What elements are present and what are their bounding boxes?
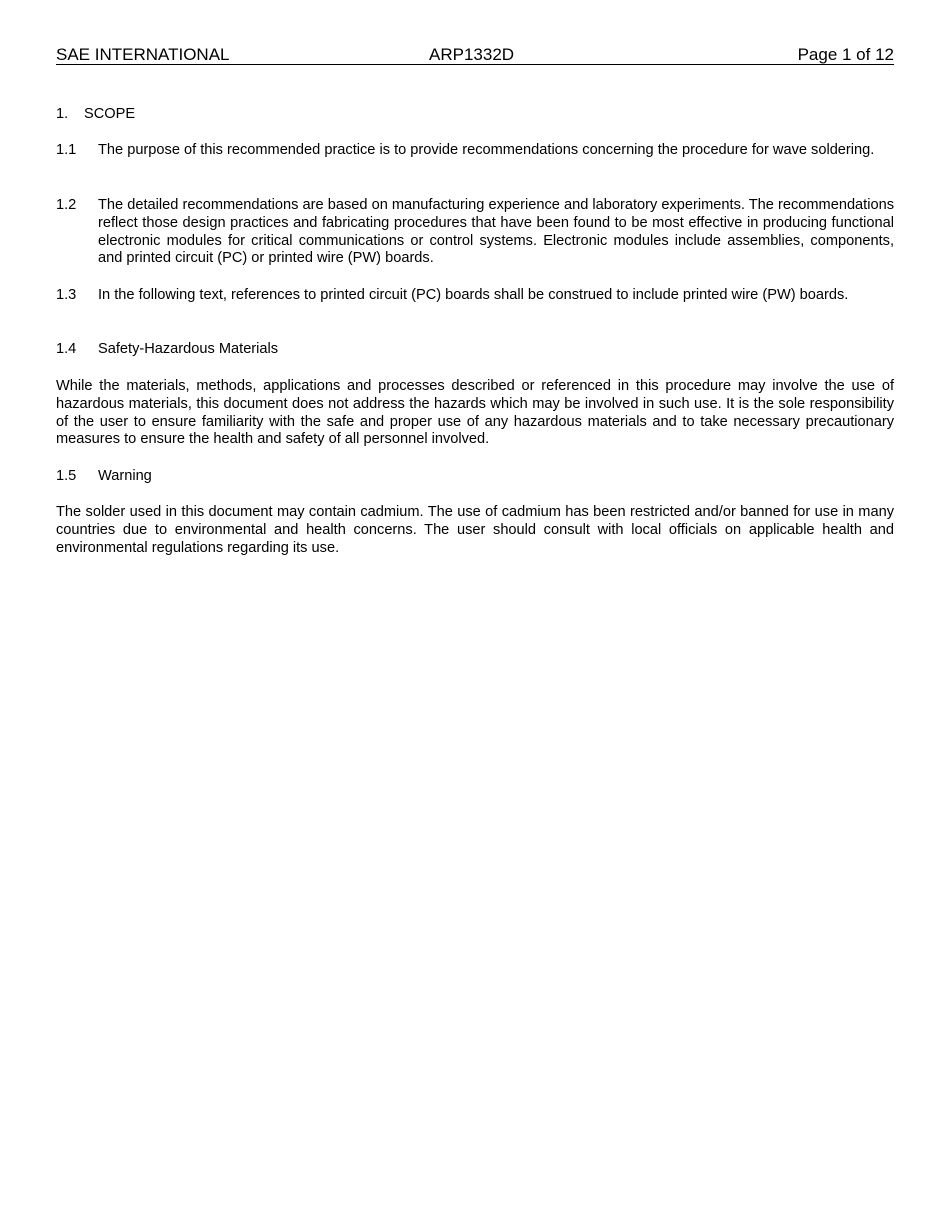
item-1-5 (56, 468, 894, 486)
item-text: In the following text, references to printed circuit (PC) boards shall be construed to include printed wire (PW) boards. (98, 287, 849, 303)
item-heading: Safety-Hazardous Materials (98, 341, 279, 357)
item-text: The detailed recommendations are based on manufacturing experience and laboratory experiments. The recommendations reflect those design practices and fabricating procedures that have been found to be most effective in producing functional electronic modules for critical communications or control systems. Electronic modules include assemblies, components, and printed circuit (PC) or printed wire (PW) boards. (98, 197, 894, 267)
warning-paragraph: The solder used in this document may contain cadmium. The use of cadmium has been restricted and/or banned for use in many countries due to environmental and health concerns. The user should consult with local officials on applicable health and environmental regulations regarding its use. (56, 504, 894, 556)
item-heading: Warning (98, 468, 152, 484)
item-number: 1.5 (56, 468, 77, 484)
item-number: 1.4 (56, 341, 77, 357)
item-number: 1.3 (56, 287, 77, 303)
item-1-3 (56, 287, 894, 305)
item-1-4 (56, 341, 894, 359)
section-number: 1. (56, 106, 69, 122)
item-number: 1.1 (56, 142, 77, 158)
header-page-number: Page 1 of 12 (797, 45, 894, 64)
safety-paragraph: While the materials, methods, applications and processes described or referenced in this procedure may involve the use of hazardous materials, this document does not address the hazards which may be involved in such use. It is the sole responsibility of the user to ensure familiarity with the safe and proper use of any hazardous materials and to take necessary precautionary measures to ensure the health and safety of all personnel involved. (56, 378, 894, 448)
header-organization: SAE INTERNATIONAL (56, 45, 230, 64)
section-heading (56, 106, 894, 124)
header-document-id: ARP1332D (429, 45, 515, 64)
page-header (56, 43, 894, 65)
item-1-1 (56, 142, 894, 160)
section-title: SCOPE (84, 106, 136, 122)
item-text: The purpose of this recommended practice is to provide recommendations concerning the procedure for wave soldering. (98, 142, 875, 158)
item-number: 1.2 (56, 197, 77, 213)
item-1-2 (56, 197, 894, 268)
